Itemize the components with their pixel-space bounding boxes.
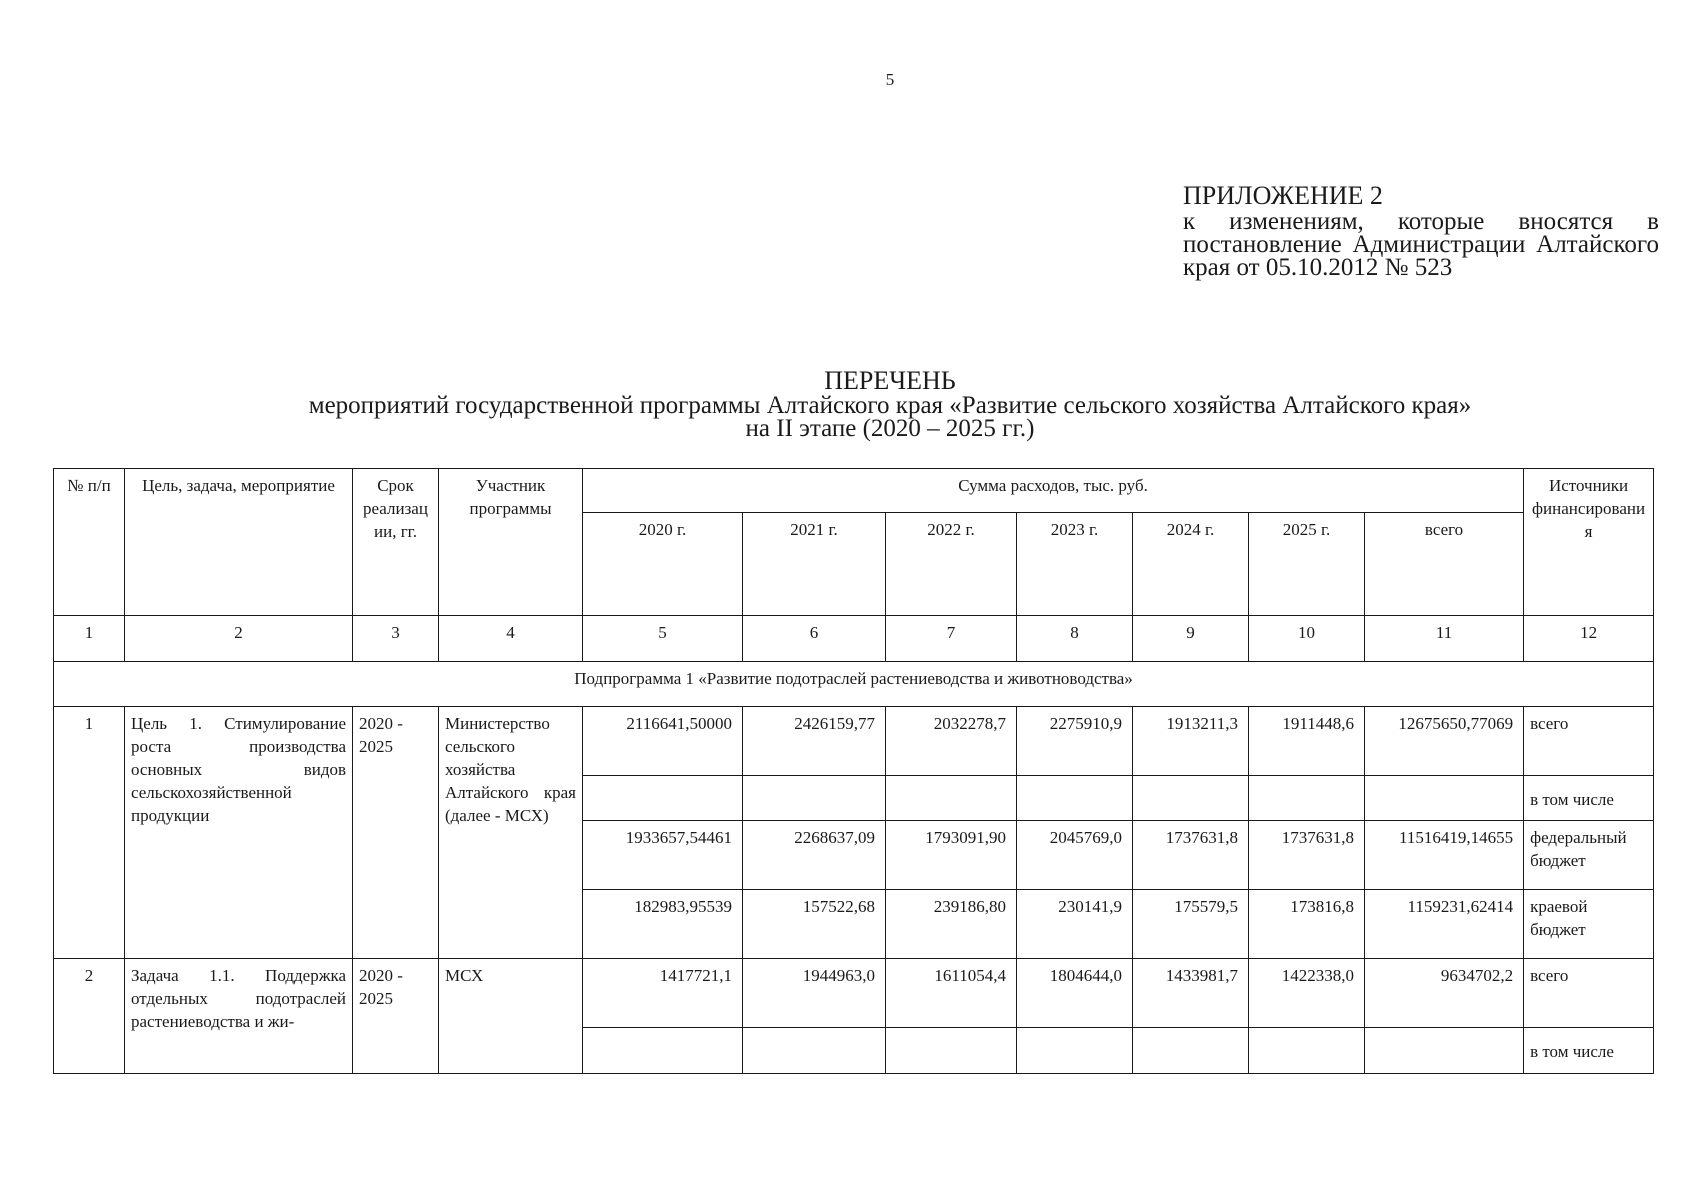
column-number: 11 bbox=[1365, 616, 1524, 662]
amount-cell: 175579,5 bbox=[1133, 890, 1249, 959]
amount-cell: 2275910,9 bbox=[1017, 707, 1133, 776]
row-term: 2020 - 2025 bbox=[353, 959, 439, 1074]
column-number: 5 bbox=[583, 616, 743, 662]
amount-cell: 1159231,62414 bbox=[1365, 890, 1524, 959]
subprogram-title: Подпрограмма 1 «Развитие подотраслей растениеводства и животноводства» bbox=[54, 662, 1654, 707]
row-goal: Цель 1. Стимулирование роста производства основных видов сельскохозяйственной продукции bbox=[125, 707, 353, 959]
column-number: 9 bbox=[1133, 616, 1249, 662]
heading-line-2: на II этапе (2020 – 2025 гг.) bbox=[745, 415, 1035, 442]
amount-cell: 157522,68 bbox=[743, 890, 886, 959]
amount-cell bbox=[743, 1028, 886, 1074]
row-participant: Министерство сельского хозяйства Алтайского края (далее - МСХ) bbox=[439, 707, 583, 959]
header-goal: Цель, задача, мероприятие bbox=[125, 469, 353, 616]
header-row-1 bbox=[54, 469, 1654, 513]
amount-cell bbox=[886, 776, 1017, 821]
amount-cell: 11516419,14655 bbox=[1365, 821, 1524, 890]
column-number: 4 bbox=[439, 616, 583, 662]
column-number: 2 bbox=[125, 616, 353, 662]
header-year-2020: 2020 г. bbox=[583, 513, 743, 616]
amount-cell bbox=[1017, 776, 1133, 821]
header-year-2023: 2023 г. bbox=[1017, 513, 1133, 616]
amount-cell bbox=[583, 776, 743, 821]
source-cell: в том числе bbox=[1524, 1028, 1654, 1074]
header-term: Срок реализации, гг. bbox=[353, 469, 439, 616]
column-number: 1 bbox=[54, 616, 125, 662]
amount-cell: 2426159,77 bbox=[743, 707, 886, 776]
header-year-2022: 2022 г. bbox=[886, 513, 1017, 616]
heading-line-1: мероприятий государственной программы Алтайского края «Развитие сельского хозяйства Алтайского края» bbox=[308, 392, 1472, 419]
amount-cell bbox=[886, 1028, 1017, 1074]
page-number: 5 bbox=[885, 70, 895, 89]
subprogram-row bbox=[54, 662, 1654, 707]
amount-cell: 1913211,3 bbox=[1133, 707, 1249, 776]
column-number-row bbox=[54, 616, 1654, 662]
heading-title: ПЕРЕЧЕНЬ bbox=[824, 366, 956, 395]
amount-cell: 2116641,50000 bbox=[583, 707, 743, 776]
appendix-text: к изменениям, которые вносятся в постановление Администрации Алтайского края от 05.10.2012 № 523 bbox=[1183, 208, 1659, 281]
header-participant: Участник программы bbox=[439, 469, 583, 616]
amount-cell: 9634702,2 bbox=[1365, 959, 1524, 1028]
header-sources: Источники финансирования bbox=[1524, 469, 1654, 616]
header-num: № п/п bbox=[54, 469, 125, 616]
column-number: 12 bbox=[1524, 616, 1654, 662]
amount-cell: 1911448,6 bbox=[1249, 707, 1365, 776]
amount-cell bbox=[743, 776, 886, 821]
amount-cell: 230141,9 bbox=[1017, 890, 1133, 959]
amount-cell: 1737631,8 bbox=[1133, 821, 1249, 890]
amount-cell: 12675650,77069 bbox=[1365, 707, 1524, 776]
measures-table bbox=[53, 468, 1654, 1074]
source-cell: краевой бюджет bbox=[1524, 890, 1654, 959]
amount-cell bbox=[1133, 776, 1249, 821]
header-year-2025: 2025 г. bbox=[1249, 513, 1365, 616]
source-cell: всего bbox=[1524, 959, 1654, 1028]
header-total: всего bbox=[1365, 513, 1524, 616]
column-number: 3 bbox=[353, 616, 439, 662]
source-cell: федеральный бюджет bbox=[1524, 821, 1654, 890]
amount-cell: 1737631,8 bbox=[1249, 821, 1365, 890]
appendix-title: ПРИЛОЖЕНИЕ 2 bbox=[1183, 181, 1383, 210]
source-cell: в том числе bbox=[1524, 776, 1654, 821]
amount-cell: 2045769,0 bbox=[1017, 821, 1133, 890]
row-number: 2 bbox=[54, 959, 125, 1074]
amount-cell: 1417721,1 bbox=[583, 959, 743, 1028]
row-number: 1 bbox=[54, 707, 125, 959]
amount-cell: 1944963,0 bbox=[743, 959, 886, 1028]
column-number: 8 bbox=[1017, 616, 1133, 662]
row-participant: МСХ bbox=[439, 959, 583, 1074]
appendix-block bbox=[1183, 182, 1659, 279]
amount-cell: 1433981,7 bbox=[1133, 959, 1249, 1028]
amount-cell: 182983,95539 bbox=[583, 890, 743, 959]
header-year-2021: 2021 г. bbox=[743, 513, 886, 616]
amount-cell: 1804644,0 bbox=[1017, 959, 1133, 1028]
amount-cell: 2032278,7 bbox=[886, 707, 1017, 776]
column-number: 10 bbox=[1249, 616, 1365, 662]
table-row bbox=[54, 707, 1654, 776]
amount-cell: 2268637,09 bbox=[743, 821, 886, 890]
amount-cell bbox=[1133, 1028, 1249, 1074]
amount-cell: 1422338,0 bbox=[1249, 959, 1365, 1028]
amount-cell: 1933657,54461 bbox=[583, 821, 743, 890]
header-year-2024: 2024 г. bbox=[1133, 513, 1249, 616]
amount-cell: 173816,8 bbox=[1249, 890, 1365, 959]
amount-cell: 239186,80 bbox=[886, 890, 1017, 959]
column-number: 7 bbox=[886, 616, 1017, 662]
amount-cell bbox=[1249, 1028, 1365, 1074]
header-sum: Сумма расходов, тыс. руб. bbox=[583, 469, 1524, 513]
amount-cell bbox=[1365, 1028, 1524, 1074]
column-number: 6 bbox=[743, 616, 886, 662]
amount-cell: 1611054,4 bbox=[886, 959, 1017, 1028]
amount-cell bbox=[1365, 776, 1524, 821]
source-cell: всего bbox=[1524, 707, 1654, 776]
row-goal: Задача 1.1. Поддержка отдельных подотраслей растениеводства и жи- bbox=[125, 959, 353, 1074]
amount-cell bbox=[583, 1028, 743, 1074]
row-term: 2020 - 2025 bbox=[353, 707, 439, 959]
amount-cell: 1793091,90 bbox=[886, 821, 1017, 890]
table-row bbox=[54, 959, 1654, 1028]
amount-cell bbox=[1249, 776, 1365, 821]
document-heading bbox=[0, 368, 1695, 440]
amount-cell bbox=[1017, 1028, 1133, 1074]
